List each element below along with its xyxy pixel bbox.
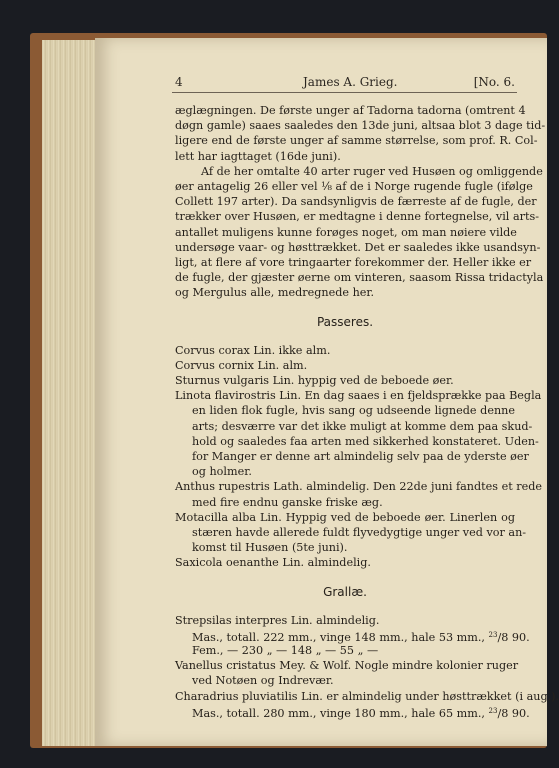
text-line: arts; desværre var det ikke muligt at komme dem paa skud- [192, 419, 533, 433]
text-line: døgn gamle) saaes saaledes den 13de juni, altsaa blot 3 dage tid- [175, 119, 546, 133]
species-entry: Saxicola oenanthe Lin. almindelig. [175, 556, 371, 570]
text-line: Af de her omtalte 40 arter ruger ved Husøen og omliggende [201, 164, 543, 178]
species-entry: Linota flavirostris Lin. En dag saaes i en fjeldsprække paa Begla [175, 389, 542, 403]
running-title: James A. Grieg. [303, 75, 398, 89]
species-entry: Sturnus vulgaris Lin. hyppig ved de beboede øer. [175, 374, 454, 387]
header-rule [172, 92, 517, 93]
page-number: 4 [175, 75, 183, 89]
text-line: stæren havde allerede fuldt flyvedygtige unger ved vor an- [192, 525, 527, 539]
text-line: en liden flok fugle, hvis sang og udseende lignede denne [192, 404, 515, 418]
text-line: for Manger er denne art almindelig selv paa de yderste øer [192, 449, 529, 463]
text-line: antallet muligens kunne forøges noget, om man nøiere vilde [175, 225, 517, 239]
page-edges [42, 40, 97, 746]
text-line: hold og saaledes faa arten med sikkerhed konstateret. Uden- [192, 434, 539, 448]
measurement-line: Mas., totall. 280 mm., vinge 180 mm., hale 65 mm., $^{23}$/8 90. [192, 706, 530, 720]
section-heading-grallae: Grallæ. [323, 585, 367, 600]
species-entry: Vanellus cristatus Mey. & Wolf. Nogle mindre kolonier ruger [175, 659, 519, 673]
text-line: trækker over Husøen, er medtagne i denne fortegnelse, vil arts- [175, 210, 539, 224]
species-entry: Corvus cornix Lin. alm. [175, 358, 308, 372]
text-line: og holmer. [192, 465, 252, 479]
section-heading-passeres: Passeres. [316, 315, 374, 330]
text-line: ligt, at flere af vore tringaarter forekommer der. Heller ikke er [175, 255, 532, 269]
species-entry: Charadrius pluviatilis Lin. er almindelig under høsttrækket (i aug.). [175, 689, 559, 703]
text-line: øer antagelig 26 eller vel ⅛ af de i Norge rugende fugle (ifølge [175, 179, 533, 193]
text-line: æglægningen. De første unger af Tadorna tadorna (omtrent 4 [175, 104, 526, 117]
measurement-line: Mas., totall. 222 mm., vinge 148 mm., hale 53 mm., $^{23}$/8 90. [192, 630, 530, 644]
body-text [175, 103, 559, 720]
text-line: de fugle, der gjæster øerne om vinteren, saasom Rissa tridactyla [175, 271, 544, 285]
text-line: komst til Husøen (5te juni). [192, 541, 348, 555]
text-line: med fire endnu ganske friske æg. [192, 495, 383, 509]
text-line: ved Notøen og Indrevær. [192, 674, 334, 688]
text-line: og Mergulus alle, medregnede her. [175, 286, 375, 300]
measurement-line: Fem., — 230 „ — 148 „ — 55 „ — [192, 644, 379, 657]
text-line: Collett 197 arter). Da sandsynligvis de færreste af de fugle, der [175, 195, 537, 209]
issue-number: [No. 6. [473, 75, 515, 89]
species-entry: Anthus rupestris Lath. almindelig. Den 22de juni fandtes et rede [175, 480, 543, 494]
text-line: ligere end de første unger af samme størrelse, som prof. R. Col- [175, 134, 538, 148]
species-entry: Motacilla alba Lin. Hyppig ved de beboede øer. Linerlen og [175, 510, 515, 524]
species-entry: Strepsilas interpres Lin. almindelig. [175, 613, 380, 627]
species-entry: Corvus corax Lin. ikke alm. [175, 343, 331, 357]
text-line: lett har iagttaget (16de juni). [175, 149, 341, 163]
text-line: undersøge vaar- og høsttrækket. Det er saaledes ikke usandsyn- [175, 240, 541, 254]
